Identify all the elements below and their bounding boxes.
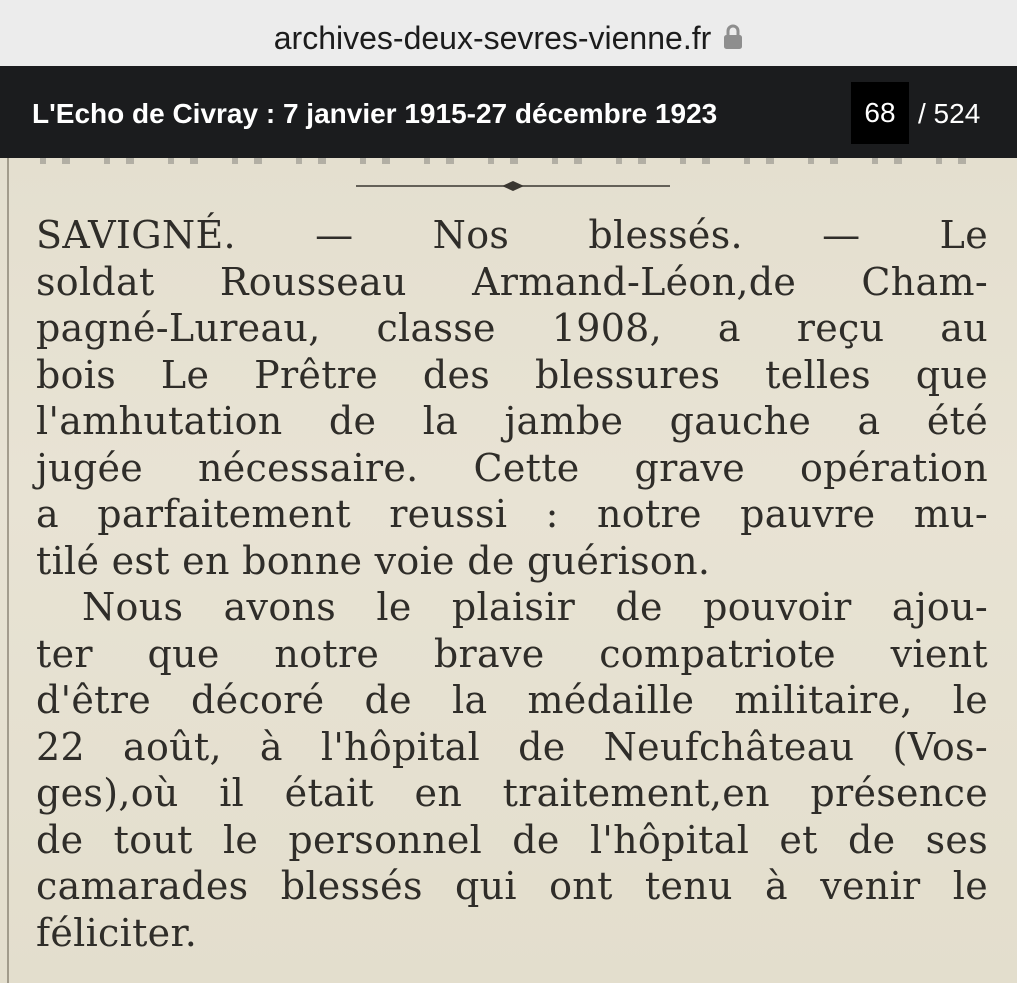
article-text — [36, 212, 996, 956]
viewer-header — [0, 66, 1017, 158]
article-line: SAVIGNÉ. — Nos blessés. — Le — [36, 213, 988, 257]
article-line: de tout le personnel de l'hôpital et de ses — [36, 817, 988, 862]
browser-address-bar[interactable] — [0, 0, 1017, 66]
page-total: / 524 — [918, 98, 981, 129]
column-rule — [7, 158, 9, 983]
url-text: archives-deux-sevres-vienne.fr — [273, 19, 712, 56]
article-line: soldat Rousseau Armand-Léon,de Cham- — [36, 259, 988, 304]
article-line: jugée nécessaire. Cette grave opération — [36, 445, 988, 490]
article-line: camarades blessés qui ont tenu à venir le — [36, 864, 988, 908]
document-title: L'Echo de Civray : 7 janvier 1915-27 décembre 1923 — [32, 98, 718, 129]
article-line: 22 août, à l'hôpital de Neufchâteau (Vos- — [36, 724, 988, 769]
page-number-input[interactable] — [851, 82, 909, 144]
article-line: d'être décoré de la médaille militaire, le — [36, 678, 988, 722]
article-line: ter que notre brave compatriote vient — [36, 631, 988, 676]
article-line: Nous avons le plaisir de pouvoir ajou- — [82, 585, 988, 629]
article-line: l'amhutation de la jambe gauche a été — [36, 399, 988, 443]
article-line: féliciter. — [36, 910, 198, 955]
article-line: pagné-Lureau, classe 1908, a reçu au — [36, 306, 988, 350]
article-line: bois Le Prêtre des blessures telles que — [36, 352, 988, 397]
lock-icon — [723, 21, 743, 47]
article-line: a parfaitement reussi : notre pauvre mu- — [36, 492, 988, 536]
separator-ornament — [356, 180, 670, 192]
article-line: tilé est en bonne voie de guérison. — [36, 538, 711, 583]
newspaper-scan — [0, 158, 1017, 983]
article-line: ges),où il était en traitement,en présence — [36, 771, 988, 815]
previous-text-fragments — [40, 158, 1000, 164]
